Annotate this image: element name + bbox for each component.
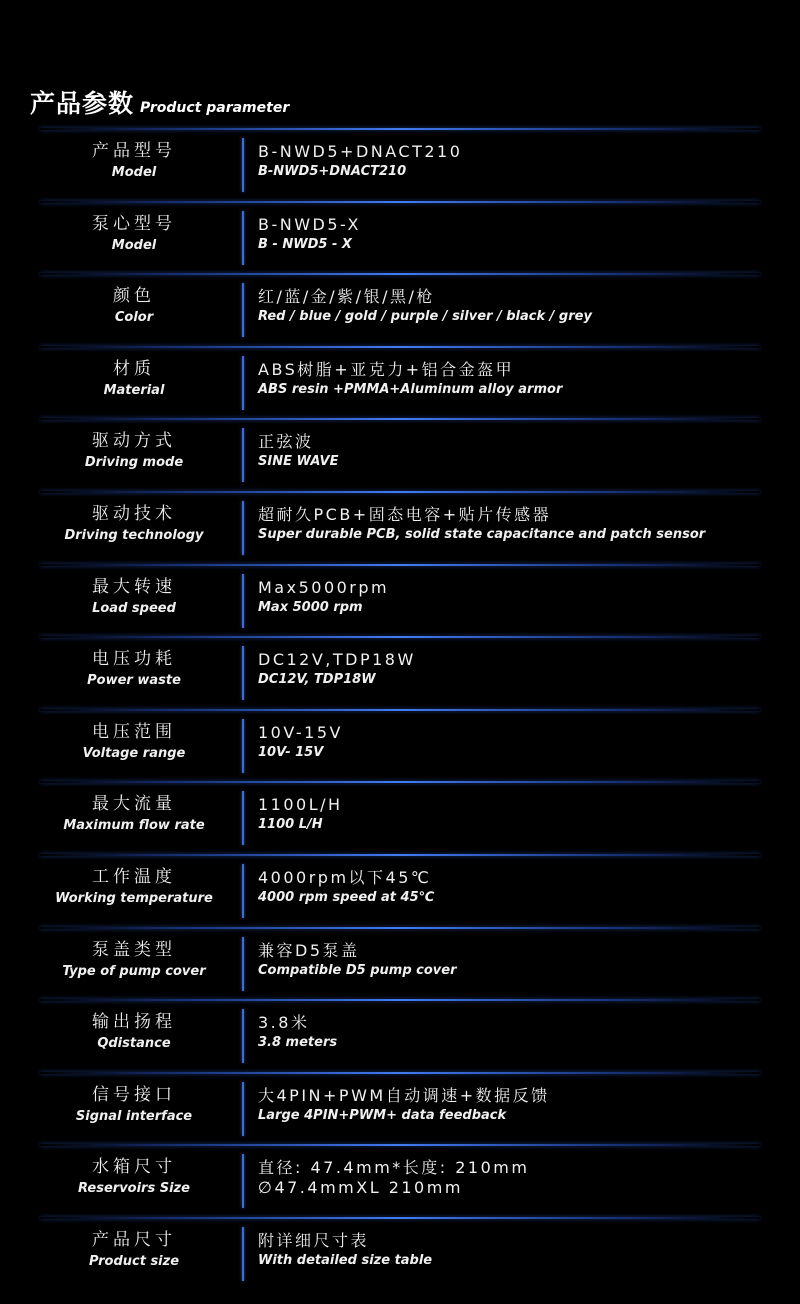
value-cn: B-NWD5-X <box>258 214 361 234</box>
value-cn: B-NWD5+DNACT210 <box>258 142 463 161</box>
label-en: Model <box>111 237 157 253</box>
spec-row-max-flow-rate <box>0 781 800 854</box>
value-cn: Max5000rpm <box>258 577 390 597</box>
value-en: 10V- 15V <box>258 744 324 760</box>
row-divider <box>242 211 244 265</box>
value-cn: 红/蓝/金/紫/银/黑/枪 <box>258 287 435 307</box>
label-en: Voltage range <box>82 745 186 761</box>
value-en: Super durable PCB, solid state capacitance and patch sensor <box>258 526 706 542</box>
value-en: With detailed size table <box>258 1252 433 1268</box>
row-divider <box>242 719 244 773</box>
row-divider <box>242 1227 244 1281</box>
value-en: Large 4PIN+PWM+ data feedback <box>258 1107 507 1123</box>
row-value <box>258 504 790 545</box>
value-en: 1100 L/H <box>258 817 323 833</box>
row-value <box>258 649 790 690</box>
spec-row-driving-mode <box>0 418 800 491</box>
label-en: Reservoirs Size <box>78 1181 190 1197</box>
spec-row-working-temperature <box>0 854 800 927</box>
row-value <box>258 214 790 255</box>
label-en: Product size <box>88 1253 180 1269</box>
header-title-en: Product parameter <box>140 100 290 116</box>
row-label <box>20 285 248 327</box>
label-cn: 产品尺寸 <box>92 1229 176 1250</box>
row-value <box>258 1085 790 1126</box>
row-divider <box>242 1082 244 1136</box>
value-cn: 1100L/H <box>258 795 343 815</box>
section-header <box>30 84 289 120</box>
label-cn: 泵心型号 <box>92 213 176 234</box>
spec-row-color <box>0 273 800 346</box>
row-divider <box>242 283 244 337</box>
row-label <box>20 648 248 690</box>
value-en: ABS resin +PMMA+Aluminum alloy armor <box>258 381 563 397</box>
row-label <box>20 576 248 618</box>
row-value <box>258 577 790 618</box>
row-divider <box>242 1009 244 1063</box>
label-cn: 电压功耗 <box>92 649 176 670</box>
row-value <box>258 431 790 472</box>
row-divider <box>242 428 244 482</box>
label-cn: 颜色 <box>113 286 155 307</box>
value-cn: 超耐久PCB+固态电容+贴片传感器 <box>258 504 552 524</box>
value-cn: 10V-15V <box>258 722 343 742</box>
spec-row-qdistance <box>0 999 800 1072</box>
header-title-cn: 产品参数 <box>30 89 135 118</box>
label-en: Maximum flow rate <box>63 818 205 834</box>
value-cn: 兼容D5泵盖 <box>258 940 360 960</box>
label-en: Signal interface <box>75 1108 193 1124</box>
row-label <box>20 721 248 763</box>
spec-row-signal-interface <box>0 1072 800 1145</box>
label-cn: 材质 <box>113 358 155 379</box>
row-value <box>258 722 790 763</box>
value-en: B - NWD5 - X <box>258 236 352 252</box>
row-label <box>20 1011 248 1053</box>
row-divider <box>242 501 244 555</box>
row-value <box>258 867 790 908</box>
row-divider <box>242 574 244 628</box>
row-value <box>258 1012 790 1053</box>
value-en: 3.8 meters <box>258 1035 338 1051</box>
label-en: Qdistance <box>97 1036 171 1052</box>
value-cn: 4000rpm以下45℃ <box>258 867 432 887</box>
row-label <box>20 793 248 835</box>
label-cn: 电压范围 <box>92 721 176 742</box>
row-divider <box>242 864 244 918</box>
label-cn: 输出扬程 <box>92 1012 176 1033</box>
row-divider <box>242 138 244 192</box>
label-en: Model <box>111 165 157 180</box>
value-en: Red / blue / gold / purple / silver / black / grey <box>258 309 592 325</box>
row-value <box>258 286 790 327</box>
label-en: Type of pump cover <box>62 963 206 979</box>
value-cn: DC12V,TDP18W <box>258 650 416 670</box>
value-en: Compatible D5 pump cover <box>258 962 457 978</box>
value-en: SINE WAVE <box>258 454 339 470</box>
label-cn: 工作温度 <box>92 866 176 887</box>
spec-row-voltage-range <box>0 709 800 782</box>
row-label <box>20 939 248 981</box>
label-cn: 泵盖类型 <box>92 939 176 960</box>
label-en: Driving mode <box>84 455 184 471</box>
value-cn: 大4PIN+PWM自动调速+数据反馈 <box>258 1085 550 1105</box>
value-en: 4000 rpm speed at 45℃ <box>258 889 435 905</box>
label-en: Driving technology <box>64 527 204 543</box>
row-value <box>258 1230 790 1271</box>
row-divider <box>242 646 244 700</box>
row-label <box>20 1084 248 1126</box>
row-label <box>20 503 248 545</box>
row-value <box>258 141 790 182</box>
spec-row-power-waste <box>0 636 800 709</box>
row-value <box>258 940 790 981</box>
spec-row-pump-cover <box>0 927 800 1000</box>
value-cn: ABS树脂+亚克力+铝合金盔甲 <box>258 359 515 379</box>
row-value <box>258 794 790 835</box>
spec-row-load-speed <box>0 564 800 637</box>
label-cn: 水箱尺寸 <box>92 1157 176 1178</box>
row-label <box>20 358 248 400</box>
row-label <box>20 866 248 908</box>
label-en: Load speed <box>92 600 176 616</box>
spec-table <box>0 128 800 1290</box>
spec-row-core-model <box>0 201 800 274</box>
value-en: DC12V, TDP18W <box>258 672 376 688</box>
value-en: B-NWD5+DNACT210 <box>258 164 407 179</box>
spec-row-reservoir-size <box>0 1144 800 1217</box>
row-divider <box>242 1154 244 1208</box>
label-en: Working temperature <box>55 890 213 906</box>
row-divider <box>242 791 244 845</box>
row-value <box>258 1157 790 1198</box>
row-label <box>20 430 248 472</box>
row-label <box>20 213 248 255</box>
value-cn: 正弦波 <box>258 432 314 452</box>
label-en: Color <box>114 310 154 326</box>
label-cn: 产品型号 <box>92 141 176 161</box>
spec-row-material <box>0 346 800 419</box>
value-cn: 直径: 47.4mm*长度: 210mm <box>258 1158 530 1178</box>
value-en: ∅47.4mmXL 210mm <box>258 1178 463 1198</box>
spec-row-driving-technology <box>0 491 800 564</box>
value-cn: 3.8米 <box>258 1013 310 1033</box>
value-en: Max 5000 rpm <box>258 599 363 615</box>
label-cn: 驱动方式 <box>92 431 176 452</box>
label-cn: 驱动技术 <box>92 503 176 524</box>
row-divider <box>242 937 244 991</box>
value-cn: 附详细尺寸表 <box>258 1230 370 1250</box>
label-cn: 最大流量 <box>92 794 176 815</box>
label-en: Power waste <box>87 673 181 689</box>
row-divider <box>242 356 244 410</box>
label-cn: 信号接口 <box>92 1084 176 1105</box>
spec-row-product-size <box>0 1217 800 1290</box>
row-label <box>20 140 248 182</box>
spec-row-model <box>0 128 800 201</box>
row-value <box>258 359 790 400</box>
row-label <box>20 1156 248 1198</box>
row-label <box>20 1229 248 1271</box>
label-en: Material <box>103 382 165 398</box>
label-cn: 最大转速 <box>92 576 176 597</box>
